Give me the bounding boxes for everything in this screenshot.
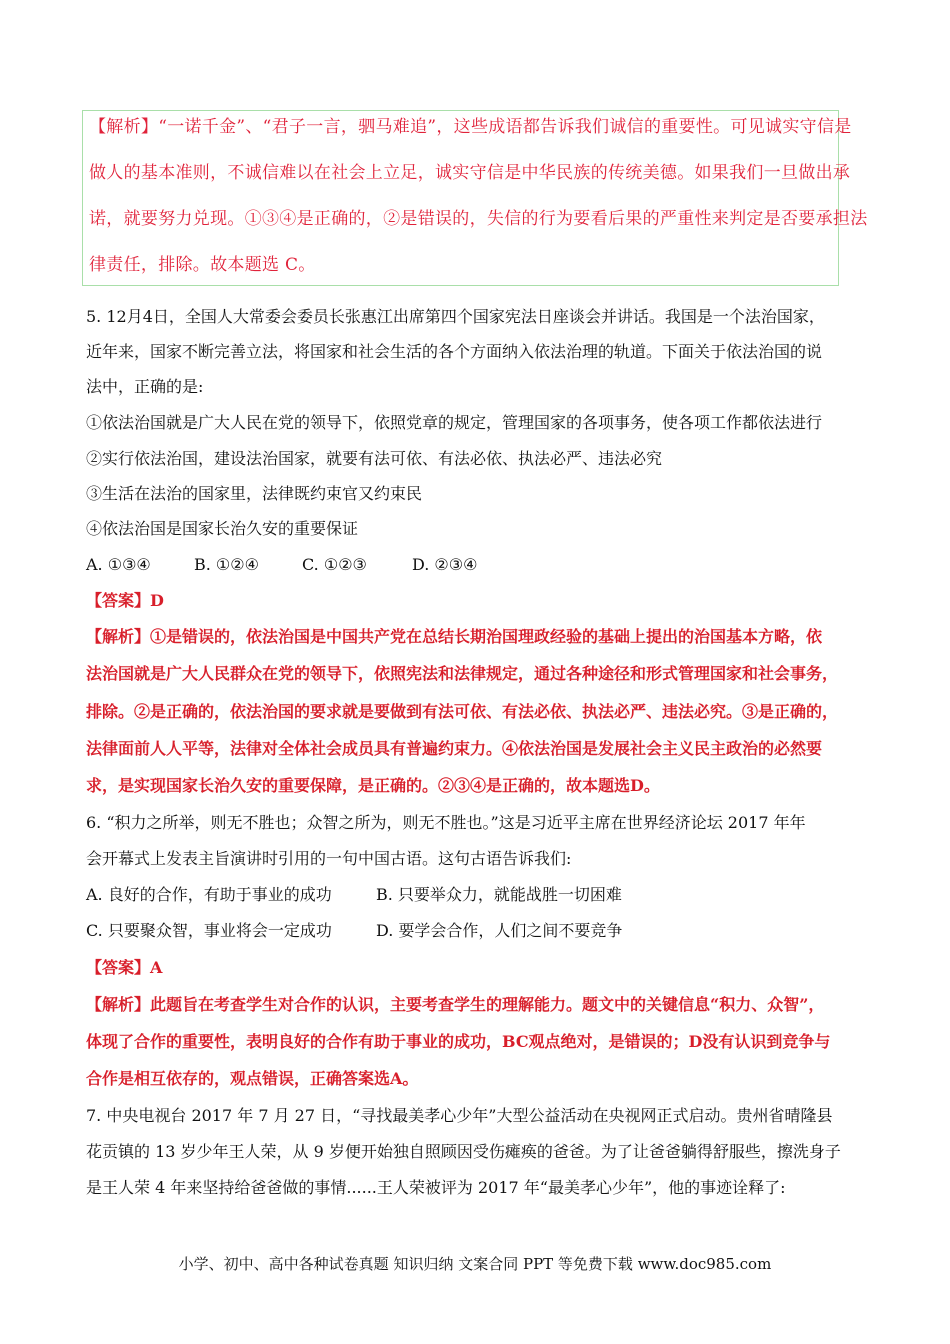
q5-options — [86, 555, 586, 575]
q5-analysis-line: 法律面前人人平等，法律对全体社会成员具有普遍约束力。④依法治国是发展社会主义民主政治的必然要 — [86, 739, 823, 758]
analysis-box-line: 诺，就要努力兑现。①③④是正确的，②是错误的，失信的行为要看后果的严重性来判定是否要承担法 — [89, 209, 868, 229]
q5-option-a: A. ①③④ — [86, 555, 151, 574]
q6-analysis-line: 体现了合作的重要性，表明良好的合作有助于事业的成功，BC观点绝对，是错误的；D没有认识到竞争与 — [86, 1032, 831, 1051]
q6-analysis-line: 【解析】此题旨在考查学生对合作的认识，主要考查学生的理解能力。题文中的关键信息“积力、众智”， — [86, 995, 825, 1014]
q6-analysis-line: 合作是相互依存的，观点错误，正确答案选A。 — [86, 1069, 419, 1088]
q5-option-b: B. ①②④ — [194, 555, 259, 574]
q6-option-b: B. 只要举众力，就能战胜一切困难 — [376, 885, 622, 904]
q6-option-a: A. 良好的合作，有助于事业的成功 — [86, 885, 332, 904]
q5-option-c: C. ①②③ — [302, 555, 367, 574]
q5-option-d: D. ②③④ — [412, 555, 478, 574]
q6-stem-line: 会开幕式上发表主旨演讲时引用的一句中国古语。这句古语告诉我们: — [86, 849, 572, 868]
q6-option-d: D. 要学会合作，人们之间不要竞争 — [376, 921, 623, 940]
q5-item: ④依法治国是国家长治久安的重要保证 — [86, 519, 359, 538]
q5-analysis-line: 排除。②是正确的，依法治国的要求就是要做到有法可依、有法必依、执法必严、违法必究。③是正确的， — [86, 702, 839, 721]
q5-stem-line: 近年来，国家不断完善立法，将国家和社会生活的各个方面纳入依法治理的轨道。下面关于依法治国的说 — [86, 342, 823, 361]
q5-stem-line: 法中，正确的是: — [86, 377, 204, 396]
q6-options-row-2 — [86, 921, 786, 941]
analysis-box — [82, 110, 868, 286]
q7-stem-line: 7. 中央电视台 2017 年 7 月 27 日，“寻找最美孝心少年”大型公益活动在央视网正式启动。贵州省晴隆县 — [86, 1106, 833, 1125]
q5-item: ①依法治国就是广大人民在党的领导下，依照党章的规定，管理国家的各项事务，使各项工作都依法进行 — [86, 413, 823, 432]
q5-answer: 【答案】D — [86, 591, 164, 610]
q5-analysis-line: 法治国就是广大人民群众在党的领导下，依照宪法和法律规定，通过各种途径和形式管理国家和社会事务， — [86, 664, 839, 683]
q6-options-row-1 — [86, 885, 786, 905]
q5-stem-line: 5. 12月4日，全国人大常委会委员长张惠江出席第四个国家宪法日座谈会并讲话。我国是一个法治国家， — [86, 307, 825, 326]
page-footer: 小学、初中、高中各种试卷真题 知识归纳 文案合同 PPT 等免费下载 www.doc985.com — [178, 1255, 772, 1273]
q6-answer: 【答案】A — [86, 958, 163, 977]
q5-analysis-line: 求，是实现国家长治久安的重要保障，是正确的。②③④是正确的，故本题选D。 — [86, 776, 660, 795]
analysis-box-line: 【解析】“一诺千金”、“君子一言，驷马难追”，这些成语都告诉我们诚信的重要性。可见诚实守信是 — [89, 117, 852, 137]
q7-stem-line: 是王人荣 4 年来坚持给爸爸做的事情......王人荣被评为 2017 年“最美孝心少年”，他的事迹诠释了: — [86, 1178, 786, 1197]
q7-stem-line: 花贡镇的 13 岁少年王人荣，从 9 岁便开始独自照顾因受伤瘫痪的爸爸。为了让爸爸躺得舒服些，擦洗身子 — [86, 1142, 841, 1161]
analysis-box-line: 做人的基本准则，不诚信难以在社会上立足，诚实守信是中华民族的传统美德。如果我们一旦做出承 — [89, 163, 851, 183]
q6-stem-line: 6. “积力之所举，则无不胜也；众智之所为，则无不胜也。”这是习近平主席在世界经济论坛 2017 年年 — [86, 813, 806, 832]
analysis-box-line: 律责任，排除。故本题选 C。 — [89, 255, 316, 275]
q5-item: ③生活在法治的国家里，法律既约束官又约束民 — [86, 484, 423, 503]
q6-option-c: C. 只要聚众智，事业将会一定成功 — [86, 921, 332, 940]
q5-item: ②实行依法治国，建设法治国家，就要有法可依、有法必依、执法必严、违法必究 — [86, 449, 663, 468]
q5-analysis-line: 【解析】①是错误的，依法治国是中国共产党在总结长期治国理政经验的基础上提出的治国基本方略，依 — [86, 627, 823, 646]
